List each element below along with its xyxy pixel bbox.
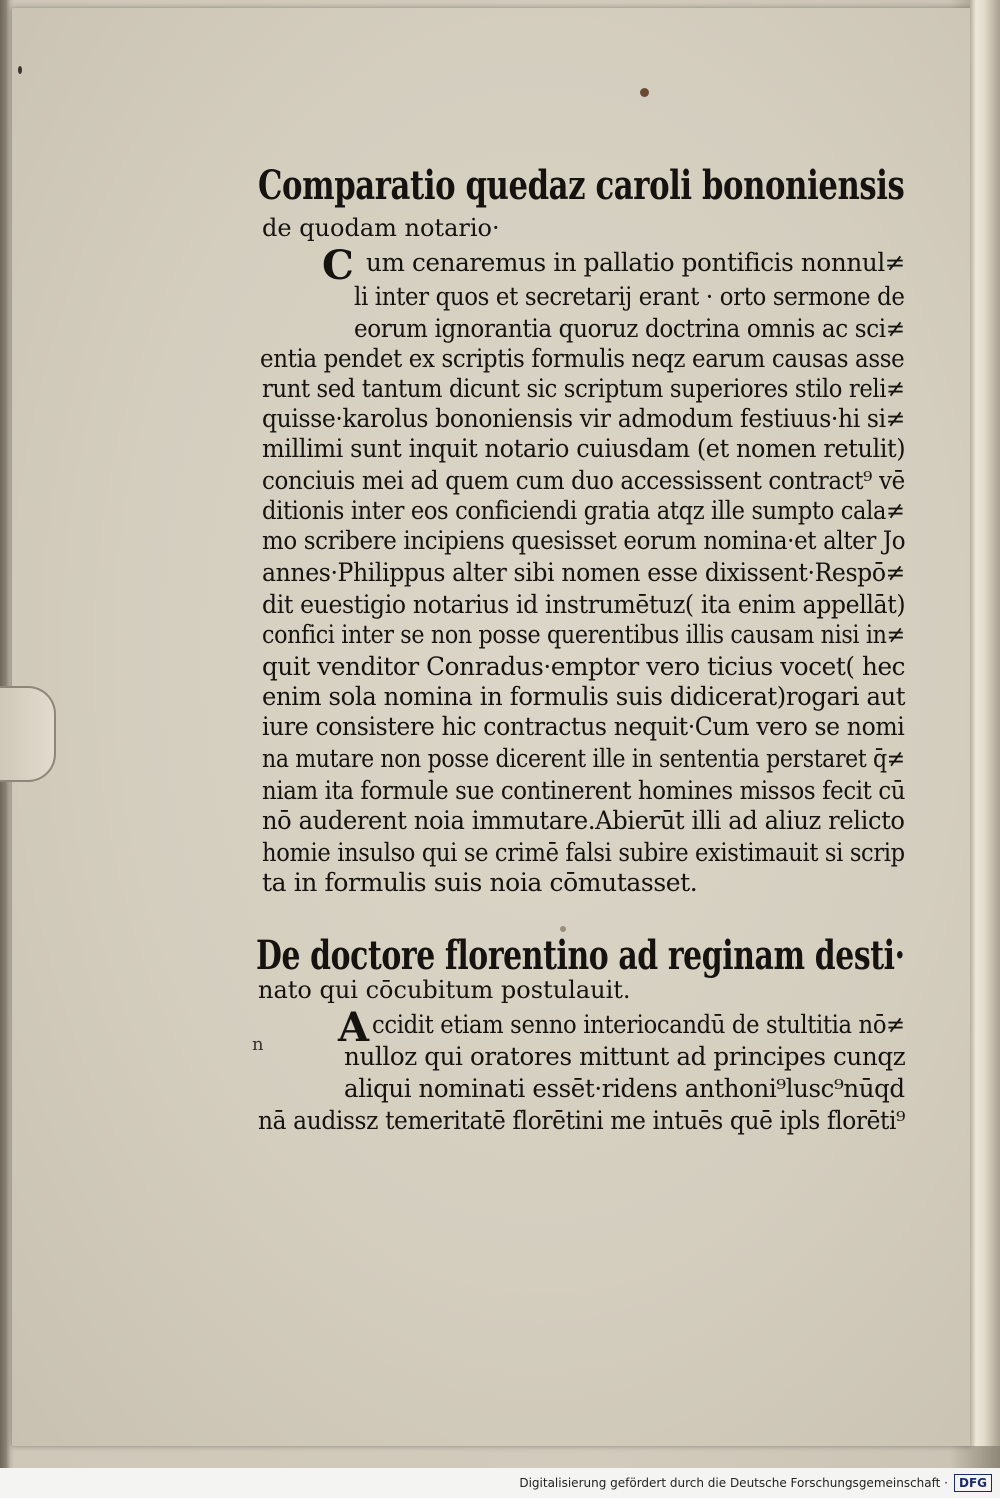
text-line: confici inter se non posse querentibus illis causam nisi in≠ <box>262 620 905 649</box>
text-line: iure consistere hic contractus nequit·Cum vero se nomi <box>262 712 905 741</box>
text-line: nulloz qui oratores mittunt ad principes cunqz <box>344 1042 906 1071</box>
ink-spot <box>640 88 649 97</box>
text-line: conciuis mei ad quem cum duo accessissent contract⁹ vē <box>262 466 905 495</box>
footer-bar <box>0 1468 1000 1498</box>
text-line: li inter quos et secretarij erant · orto sermone de <box>354 282 905 311</box>
text-line: aliqui nominati essēt·ridens anthoni⁹lusc⁹nūqd <box>344 1074 905 1103</box>
section2-subheading: nato qui cōcubitum postulauit. <box>258 976 631 1004</box>
text-line: quit venditor Conradus·emptor vero ticius vocet( hec <box>262 652 906 681</box>
section1-subheading: de quodam notario· <box>262 214 500 242</box>
text-line: runt sed tantum dicunt sic scriptum superiores stilo reli≠ <box>262 374 905 403</box>
dfg-logo: DFG <box>954 1474 992 1492</box>
clasp <box>0 686 56 782</box>
section2-heading: De doctore florentino ad reginam desti· <box>256 932 905 979</box>
text-line: eorum ignorantia quoruz doctrina omnis ac sci≠ <box>354 314 905 343</box>
text-line: ta in formulis suis noia cōmutasset. <box>262 868 698 897</box>
text-line: ccidit etiam senno interiocandū de stultitia nō≠ <box>372 1010 905 1039</box>
text-line: annes·Philippus alter sibi nomen esse dixissent·Respō≠ <box>262 558 905 587</box>
text-line: nā audissz temeritatē florētini me intuēs quē ipls florēti⁹ <box>258 1106 906 1135</box>
text-line: millimi sunt inquit notario cuiusdam (et nomen retulit) <box>262 434 906 463</box>
text-line: homie insulso qui se crimē falsi subire existimauit si scrip <box>262 838 905 867</box>
text-line: um cenaremus in pallatio pontificis nonnul≠ <box>366 248 906 277</box>
text-line: ditionis inter eos conficiendi gratia atqz ille sumpto cala≠ <box>262 496 905 525</box>
text-line: niam ita formule sue continerent homines missos fecit cū <box>262 776 906 805</box>
text-line: dit euestigio notarius id instrumētuz( ita enim appellāt) <box>262 590 906 619</box>
marginal-note: n <box>252 1034 264 1055</box>
footer-credit: Digitalisierung gefördert durch die Deutsche Forschungsgemeinschaft · <box>519 1476 948 1490</box>
text-line: quisse·karolus bononiensis vir admodum festiuus·hi si≠ <box>262 404 906 433</box>
section2-initial: A <box>338 1004 370 1051</box>
text-line: entia pendet ex scriptis formulis neqz earum causas asse <box>260 344 905 373</box>
section1-initial: C <box>322 242 354 289</box>
text-line: mo scribere incipiens quesisset eorum nomina·et alter Jo <box>262 526 906 555</box>
page-edge <box>970 0 1000 1446</box>
text-line: nō auderent noia immutare.Abierūt illi ad aliuz relicto <box>262 806 905 835</box>
text-line: na mutare non posse dicerent ille in sententia perstaret q̄≠ <box>262 744 905 773</box>
text-line: enim sola nomina in formulis suis didicerat)rogari aut <box>262 682 906 711</box>
section1-heading: Comparatio quedaz caroli bononiensis <box>258 162 905 209</box>
ink-spot <box>18 66 22 74</box>
